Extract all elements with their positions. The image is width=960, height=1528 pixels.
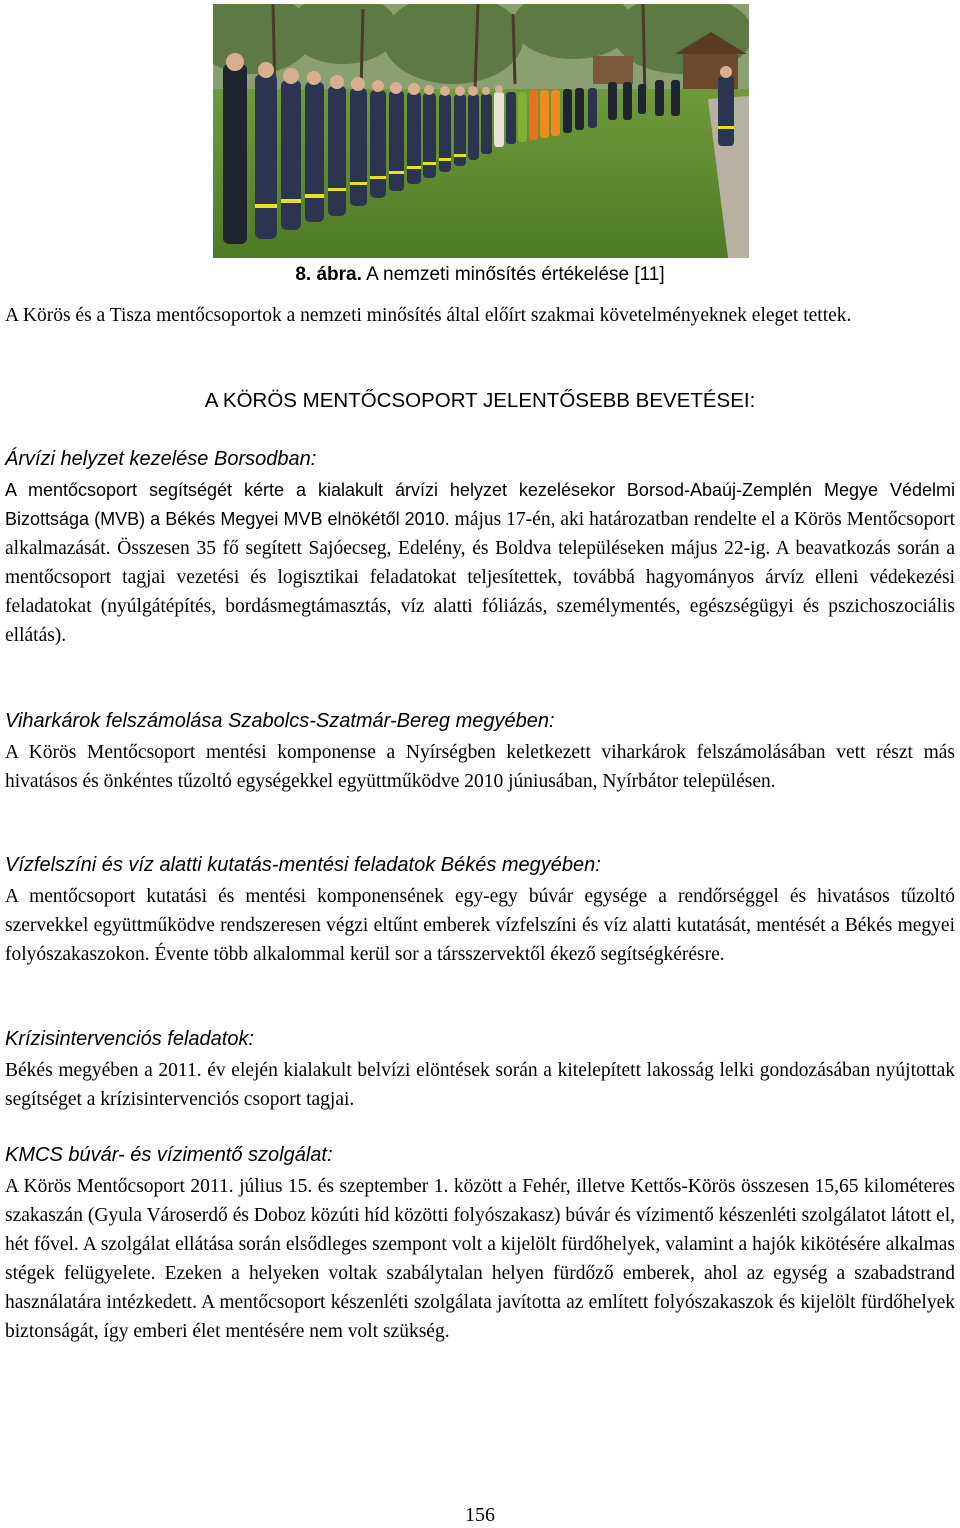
section-title: Viharkárok felszámolása Szabolcs-Szatmár-Bereg megyében: <box>5 710 555 732</box>
section-kmcs <box>5 1141 955 1346</box>
figure-label: 8. ábra. <box>295 264 362 285</box>
page-number: 156 <box>465 1504 495 1526</box>
section-body: Békés megyében a 2011. év elején kialakult belvízi elöntések során a kitelepített lakosság lelki gondozásában nyújtottak segítséget a krízisintervenciós csoport tagjai. <box>5 1060 955 1110</box>
intro-paragraph: A Körös és a Tisza mentőcsoportok a nemzeti minősítés által előírt szakmai követelményeknek eleget tettek. <box>5 305 852 326</box>
section-vizfelszini <box>5 851 955 969</box>
section-body: A Körös Mentőcsoport mentési komponense a Nyírségben keletkezett viharkárok felszámolásában vett részt más hivatásos és önkéntes tűzoltó egységekkel együttműködve 2010 júniusában, Nyírbátor településen. <box>5 742 955 792</box>
figure-caption-text: A nemzeti minősítés értékelése [11] <box>366 264 665 285</box>
section-title: Árvízi helyzet kezelése Borsodban: <box>5 448 317 470</box>
figure-photo <box>213 4 749 258</box>
section-title: KMCS búvár- és vízimentő szolgálat: <box>5 1144 333 1166</box>
section-arvizi <box>5 445 955 650</box>
section-body: A mentőcsoport kutatási és mentési komponensének egy-egy búvár egysége a rendőrséggel és hivatásos tűzoltó szervekkel együttműködve rendszeresen végzi eltűnt emberek vízfelszíni és víz alatti kutatását, mentését a Békés megyei folyószakaszokon. Évente több alkalommal kerül sor a társszervektől ékező segítségkérésre. <box>5 886 955 965</box>
section-krizis <box>5 1025 955 1114</box>
section-body <box>5 476 955 650</box>
section-body: A Körös Mentőcsoport 2011. július 15. és szeptember 1. között a Fehér, illetve Kettős-Körös összesen 15,65 kilométeres szakaszán (Gyula Városerdő és Doboz közúti híd közötti folyószakasz) búvár és vízimentő készenléti szolgálatot látott el, hét fővel. A szolgálat ellátása során elsődleges szempont volt a kijelölt fürdőhelyek, valamint a hajók kikötésére alkalmas stégek felügyelete. Ezeken a helyeken voltak szabálytalan helyen fürdőző emberek, ahol az egység a szabadstrand használatára intézkedett. A mentőcsoport készenléti szolgálata javította az említett folyószakaszok és kijelölt fürdőhelyek biztonságát, így emberi élet mentésére nem volt szükség. <box>5 1176 955 1342</box>
section-heading: A KÖRÖS MENTŐCSOPORT JELENTŐSEBB BEVETÉSEI: <box>204 389 756 412</box>
section-body-sans: A mentőcsoport segítségét kérte a kialakult árvízi helyzet kezelésekor Borsod-Abaúj-Zemplén Megye Védelmi Bizottsága (MVB) a Békés Megyei MVB elnökétől 2010. <box>5 480 955 529</box>
figure-caption <box>0 262 960 288</box>
section-title: Vízfelszíni és víz alatti kutatás-mentési feladatok Békés megyében: <box>5 854 601 876</box>
intro-block <box>5 301 955 330</box>
section-title: Krízisintervenciós feladatok: <box>5 1028 255 1050</box>
section-viharkarok <box>5 707 955 796</box>
section-body-serif: május 17-én, aki határozatban rendelte el a Körös Mentőcsoport alkalmazását. Összesen 35 fő segített Sajóecseg, Edelény, és Boldva településeken május 22-ig. A beavatkozás során a mentőcsoport tagjai vezetési és logisztikai feladatokat teljesítettek, továbbá hagyományos árvíz elleni védekezési feladatokat (nyúlgátépítés, bordásmegtámasztás, víz alatti fóliázás, személymentés, egészségügyi és pszichoszociális ellátás). <box>5 509 955 646</box>
